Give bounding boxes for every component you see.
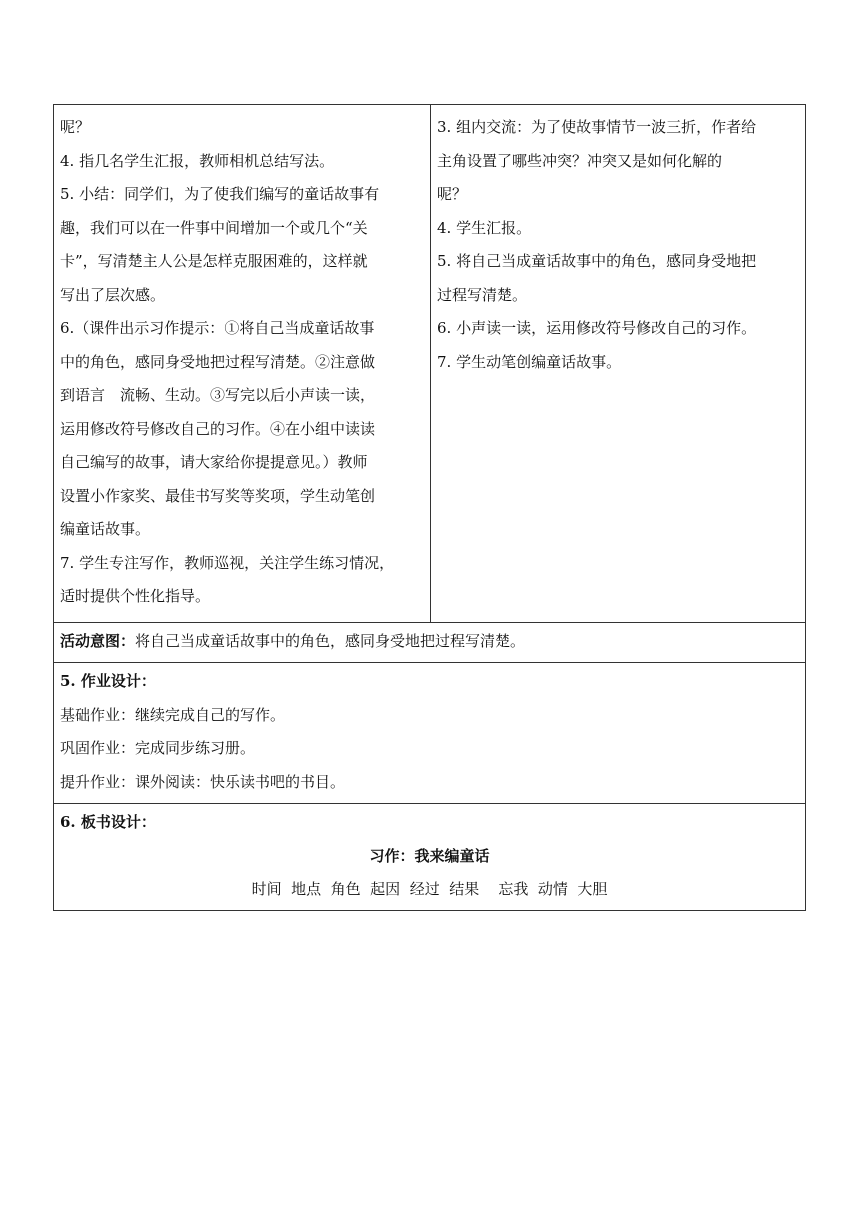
board-heading: 6. 板书设计：: [60, 813, 156, 831]
teacher-line: 到语言 流畅、生动。③写完以后小声读一读，: [60, 386, 376, 404]
teacher-line: 7. 学生专注写作，教师巡视，关注学生练习情况，: [60, 553, 395, 572]
activity-intent: [60, 625, 799, 659]
student-line: 3. 组内交流：为了使故事情节一波三折，作者给: [437, 118, 757, 136]
student-line: 呢？: [437, 185, 468, 203]
teacher-line: 中的角色，感同身受地把过程写清楚。②注意做: [60, 352, 376, 371]
student-line: 5. 将自己当成童话故事中的角色，感同身受地把: [437, 252, 757, 270]
teacher-activity-column: [54, 105, 431, 622]
process-row: [54, 105, 805, 623]
teacher-line: 6.（课件出示习作提示：①将自己当成童话故事: [60, 319, 375, 337]
teacher-line: 自己编写的故事，请大家给你提提意见。）教师: [60, 453, 368, 471]
teacher-line: 适时提供个性化指导。: [60, 587, 211, 605]
board-keywords: 时间 地点 角色 起因 经过 结果 忘我 动情 大胆: [251, 879, 608, 898]
activity-intent-section: [54, 623, 805, 664]
board-design-section: [54, 804, 805, 910]
student-line: 4. 学生汇报。: [437, 218, 532, 237]
student-line: 过程写清楚。: [437, 285, 528, 304]
activity-intent-text: 将自己当成童话故事中的角色，感同身受地把过程写清楚。: [135, 631, 526, 650]
teacher-line: 运用修改符号修改自己的习作。④在小组中读读: [60, 419, 376, 438]
teacher-line: 卡”，写清楚主人公是怎样克服困难的，这样就: [60, 252, 368, 270]
student-line: 主角设置了哪些冲突？冲突又是如何化解的: [437, 151, 723, 170]
activity-intent-label: 活动意图：: [60, 631, 136, 650]
board-title: 习作：我来编童话: [369, 846, 490, 865]
teacher-line: 写出了层次感。: [60, 285, 166, 304]
lesson-plan-table: [53, 104, 806, 911]
homework-heading: 5. 作业设计：: [60, 672, 156, 690]
homework-basic: 基础作业：继续完成自己的写作。: [60, 705, 286, 724]
teacher-line: 4. 指几名学生汇报，教师相机总结写法。: [60, 151, 335, 170]
teacher-line: 趣，我们可以在一件事中间增加一个或几个“关: [60, 218, 368, 237]
teacher-line: 设置小作家奖、最佳书写奖等奖项，学生动笔创: [60, 486, 376, 505]
student-activity-column: [431, 105, 805, 622]
student-line: 7. 学生动笔创编童话故事。: [437, 352, 622, 371]
homework-consolidate: 巩固作业：完成同步练习册。: [60, 739, 256, 757]
teacher-line: 5. 小结：同学们，为了使我们编写的童话故事有: [60, 185, 380, 203]
student-line: 6. 小声读一读，运用修改符号修改自己的习作。: [437, 319, 757, 337]
homework-advanced: 提升作业：课外阅读：快乐读书吧的书目。: [60, 772, 346, 791]
teacher-line: 呢？: [60, 118, 91, 136]
teacher-line: 编童话故事。: [60, 520, 151, 538]
homework-section: [54, 663, 805, 804]
